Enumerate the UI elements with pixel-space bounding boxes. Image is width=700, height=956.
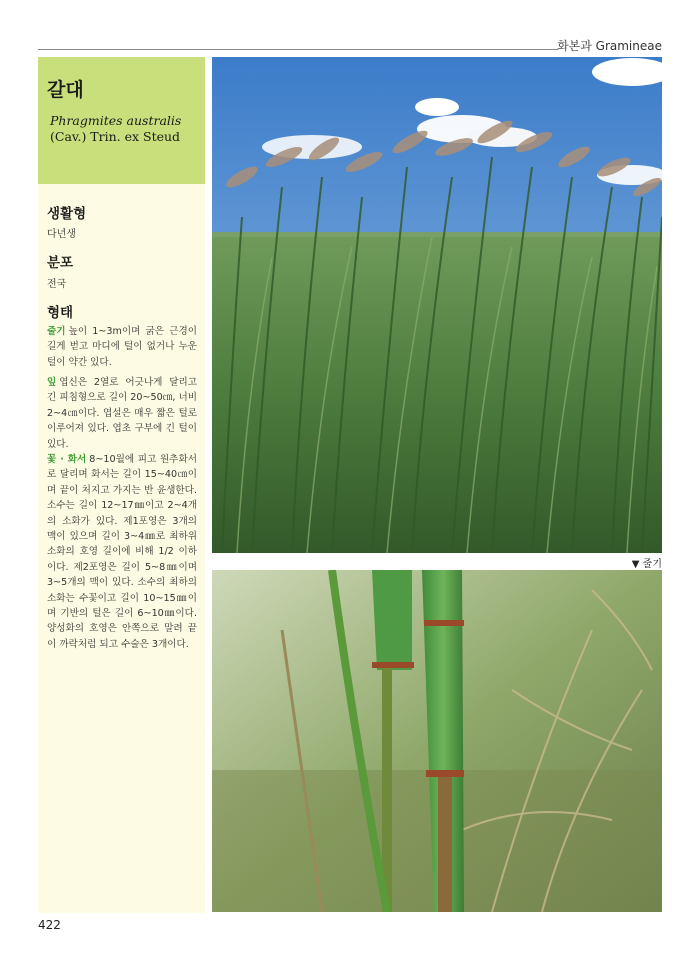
leaf-text: 엽신은 2열로 어긋나게 달리고 긴 피침형으로 길이 20~50㎝, 너비 2~4㎝이다. 엽설은 매우 짧은 털로 이루어져 있다. 엽초 구부에 긴 털이 있다.	[47, 377, 197, 450]
page-number: 422	[38, 918, 61, 932]
flower-text: 8~10월에 피고 원추화서로 달리며 화서는 길이 15~40㎝이며 끝이 처지고 가지는 반 윤생한다. 소수는 길이 12~17㎜이고 2~4개의 소화가 있다. 제1포영은 3개의 맥이 있으며 길이 3~4㎜로 최하위 소화의 호영 길이에 비해 1/2 이하이다. 제2포영은 길이 5~8㎜이며 3~5개의 맥이 있다. 소수의 최하의 소화는 수꽃이고 길이 10~15㎜이며 기반의 털은 길이 6~10㎜이다. 양성화의 호영은 안쪽으로 말려 끝이 까락처럼 되고 수술은 3개이다.	[47, 454, 197, 650]
family-header: 화본과 Gramineae	[557, 39, 662, 53]
distribution-heading: 분포	[47, 255, 74, 271]
scientific-species: Phragmites australis	[50, 113, 182, 128]
stem-text: 높이 1~3m이며 굵은 근경이 길게 벋고 마디에 털이 없거나 누운 털이 약간 있다.	[47, 326, 197, 368]
lifeform-value: 다년생	[47, 229, 76, 240]
leaf-lead: 잎	[47, 377, 57, 388]
scientific-author: (Cav.) Trin. ex Steud	[50, 129, 181, 144]
stem-caption: ▼ 줄기	[631, 559, 662, 570]
reed-field-photo	[212, 57, 662, 553]
lifeform-heading: 생활형	[47, 206, 87, 222]
scientific-name	[50, 113, 200, 145]
flower-lead: 꽃 · 화서	[47, 454, 87, 465]
header-rule	[38, 49, 558, 50]
distribution-value: 전국	[47, 279, 67, 290]
plant-name: 갈대	[47, 79, 84, 101]
stem-lead: 줄기	[47, 326, 66, 337]
title-box	[38, 57, 205, 184]
leaf-paragraph	[47, 375, 197, 452]
morphology-heading: 형태	[47, 305, 74, 321]
stem-paragraph	[47, 324, 197, 370]
info-sidebar	[38, 57, 205, 913]
reed-stem-closeup-photo	[212, 570, 662, 912]
flower-paragraph	[47, 452, 197, 652]
